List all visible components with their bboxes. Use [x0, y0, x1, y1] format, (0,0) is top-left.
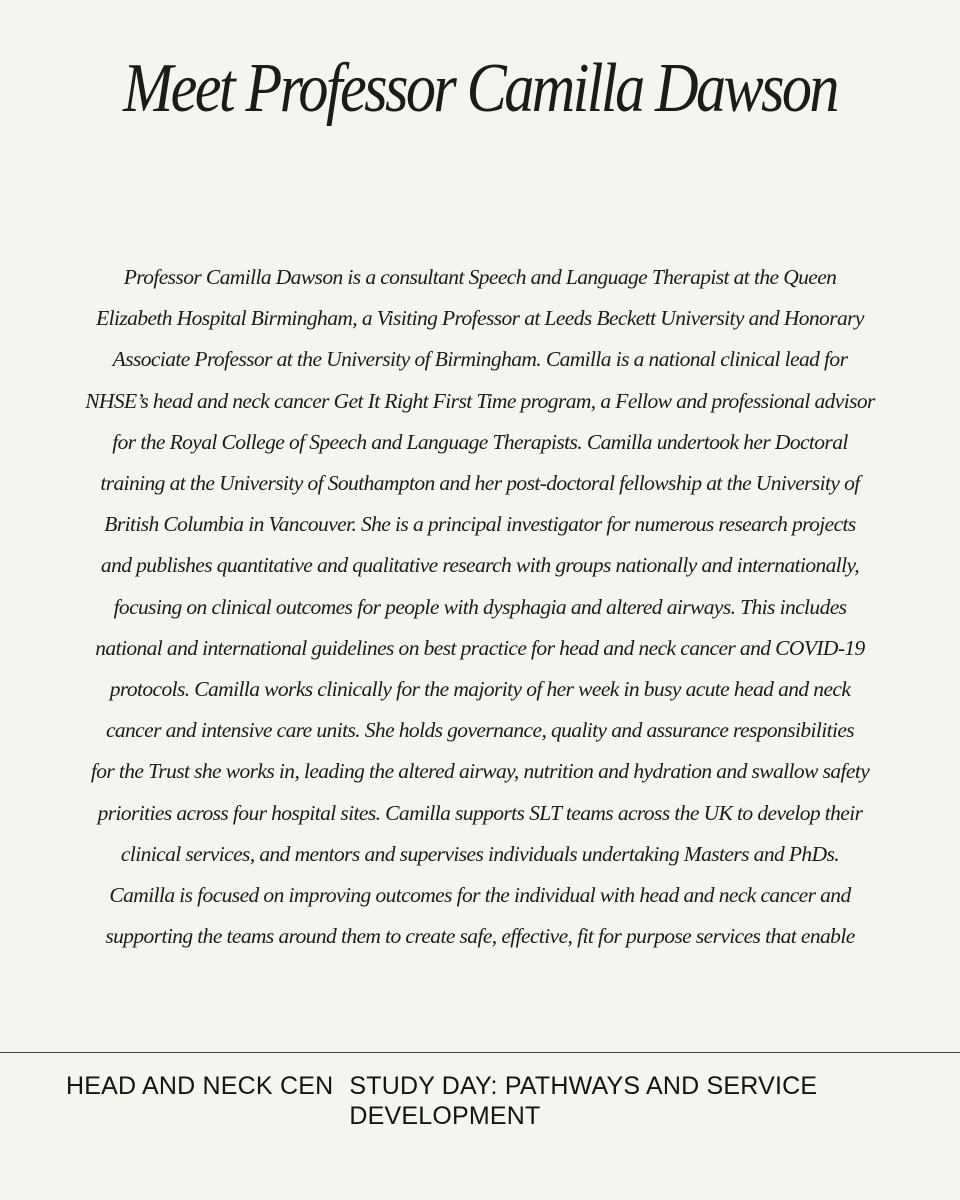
bio-line: training at the University of Southampton and her post-doctoral fellowship at the University of: [100, 471, 860, 496]
bio-line: protocols. Camilla works clinically for the majority of her week in busy acute head and neck: [109, 677, 851, 702]
page-title: Meet Professor Camilla Dawson: [123, 50, 837, 127]
bio-line: for the Royal College of Speech and Language Therapists. Camilla undertook her Doctoral: [112, 429, 848, 454]
bio-line: clinical services, and mentors and supervises individuals undertaking Masters and PhDs.: [120, 841, 840, 866]
bio-line: Camilla is focused on improving outcomes for the individual with head and neck cancer and: [109, 883, 851, 908]
bio-line: national and international guidelines on best practice for head and neck cancer and COVID-19: [95, 635, 865, 660]
bio-line: Associate Professor at the University of Birmingham. Camilla is a national clinical lead for: [112, 347, 848, 372]
footer: [66, 1071, 926, 1131]
bio-line: and publishes quantitative and qualitative research with groups nationally and internationally,: [100, 553, 860, 578]
bio-line: Elizabeth Hospital Birmingham, a Visiting Professor at Leeds Beckett University and Honorary: [96, 306, 864, 331]
bio-line: priorities across four hospital sites. Camilla supports SLT teams across the UK to develop their: [97, 800, 863, 825]
bio-paragraph: [40, 257, 920, 957]
footer-event-title: STUDY DAY: PATHWAYS AND SERVICE DEVELOPMENT: [349, 1072, 818, 1130]
bio-line: Professor Camilla Dawson is a consultant Speech and Language Therapist at the Queen: [123, 265, 837, 289]
bio-line: focusing on clinical outcomes for people with dysphagia and altered airways. This includes: [113, 594, 847, 619]
bio-line: British Columbia in Vancouver. She is a principal investigator for numerous research projects: [104, 512, 856, 537]
footer-divider: [0, 1052, 960, 1053]
bio-line: for the Trust she works in, leading the altered airway, nutrition and hydration and swallow safety: [90, 759, 870, 784]
bio-line: NHSE’s head and neck cancer Get It Right First Time program, a Fellow and professional advisor: [85, 388, 875, 413]
bio-line: cancer and intensive care units. She holds governance, quality and assurance responsibilities: [105, 718, 855, 743]
bio-line: supporting the teams around them to create safe, effective, fit for purpose services that enable: [105, 924, 855, 949]
footer-organization: HEAD AND NECK CEN: [66, 1072, 334, 1100]
